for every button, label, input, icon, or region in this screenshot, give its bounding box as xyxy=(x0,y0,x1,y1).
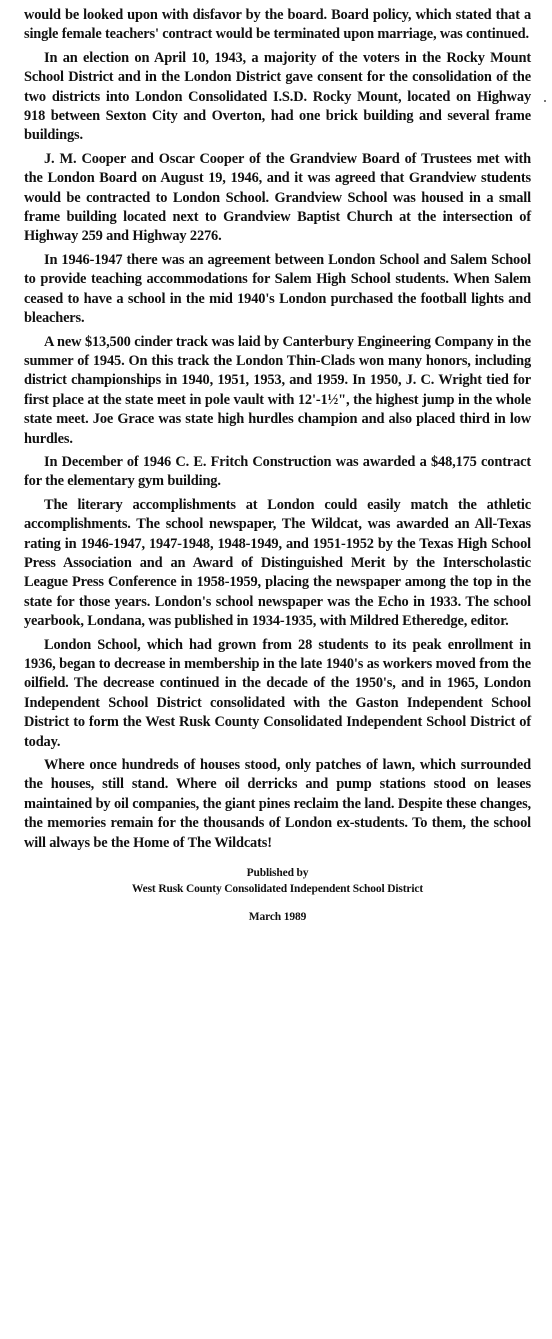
scan-speck xyxy=(544,100,546,102)
paragraph-enrollment: London School, which had grown from 28 students to its peak enrollment in 1936, began to decrease in membership in the late 1940's as workers moved from the oilfield. The decrease continued in the decade of the 1950's, and in 1965, London Independent School District consolidated with the Gaston Independent School District to form the West Rusk County Consolidated Independent School District of today. xyxy=(24,636,531,750)
publication-date: March 1989 xyxy=(248,911,307,924)
paragraph-grandview: J. M. Cooper and Oscar Cooper of the Grandview Board of Trustees met with the London Board on August 19, 1946, and it was agreed that Grandview students would be contracted to London School. Grandview School was housed in a small frame building located next to Grandview Baptist Church at the intersection of Highway 259 and Highway 2276. xyxy=(24,150,531,245)
paragraph-closing: Where once hundreds of houses stood, only patches of lawn, which surrounded the houses, still stand. Where oil derricks and pump stations stood on leases maintained by oil companies, the giant pines reclaim the land. Despite these changes, the memories remain for the thousands of London ex-students. To them, the school will always be the Home of The Wildcats! xyxy=(24,757,531,851)
paragraph-cinder-track: A new $13,500 cinder track was laid by Canterbury Engineering Company in the summer of 1945. On this track the London Thin-Clads won many honors, including district championships in 1940, 1951, 1953, and 1959. In 1950, J. C. Wright tied for first place at the state meet in pole vault with 12'-1½", the highest jump in the whole state meet. Joe Grace was state high hurdles champion and also placed third in low hurdles. xyxy=(24,333,531,447)
paragraph-rocky-mount-election: In an election on April 10, 1943, a majority of the voters in the Rocky Mount School District and in the London District gave consent for the consolidation of the two districts into London Consolidated I.S.D. Rocky Mount, located on Highway 918 between Sexton City and Overton, had one brick building and several frame buildings. xyxy=(24,49,531,144)
paragraph-board-policy: would be looked upon with disfavor by the board. Board policy, which stated that a single female teachers' contract would be terminated upon marriage, was continued. xyxy=(24,7,531,43)
published-by-label: Published by xyxy=(246,867,309,880)
document-page xyxy=(24,6,531,925)
paragraph-salem: In 1946-1947 there was an agreement between London School and Salem School to provide teaching accommodations for Salem High School students. When Salem ceased to have a school in the mid 1940's London purchased the football lights and bleachers. xyxy=(24,251,531,327)
publisher-name: West Rusk County Consolidated Independent School District xyxy=(131,883,424,896)
paragraph-gym-contract: In December of 1946 C. E. Fritch Construction was awarded a $48,175 contract for the elementary gym building. xyxy=(24,453,531,490)
publication-footer xyxy=(24,865,531,925)
paragraph-literary: The literary accomplishments at London could easily match the athletic accomplishments. The school newspaper, The Wildcat, was awarded an All-Texas rating in 1946-1947, 1947-1948, 1948-1949, and 1951-1952 by the Texas High School Press Association and an Award of Distinguished Merit by the Interscholastic League Press Conference in 1958-1959, placing the newspaper among the top in the state for those years. London's school newspaper was the Echo in 1933. The school yearbook, Londana, was published in 1934-1935, with Mildred Etheredge, editor. xyxy=(24,496,531,630)
